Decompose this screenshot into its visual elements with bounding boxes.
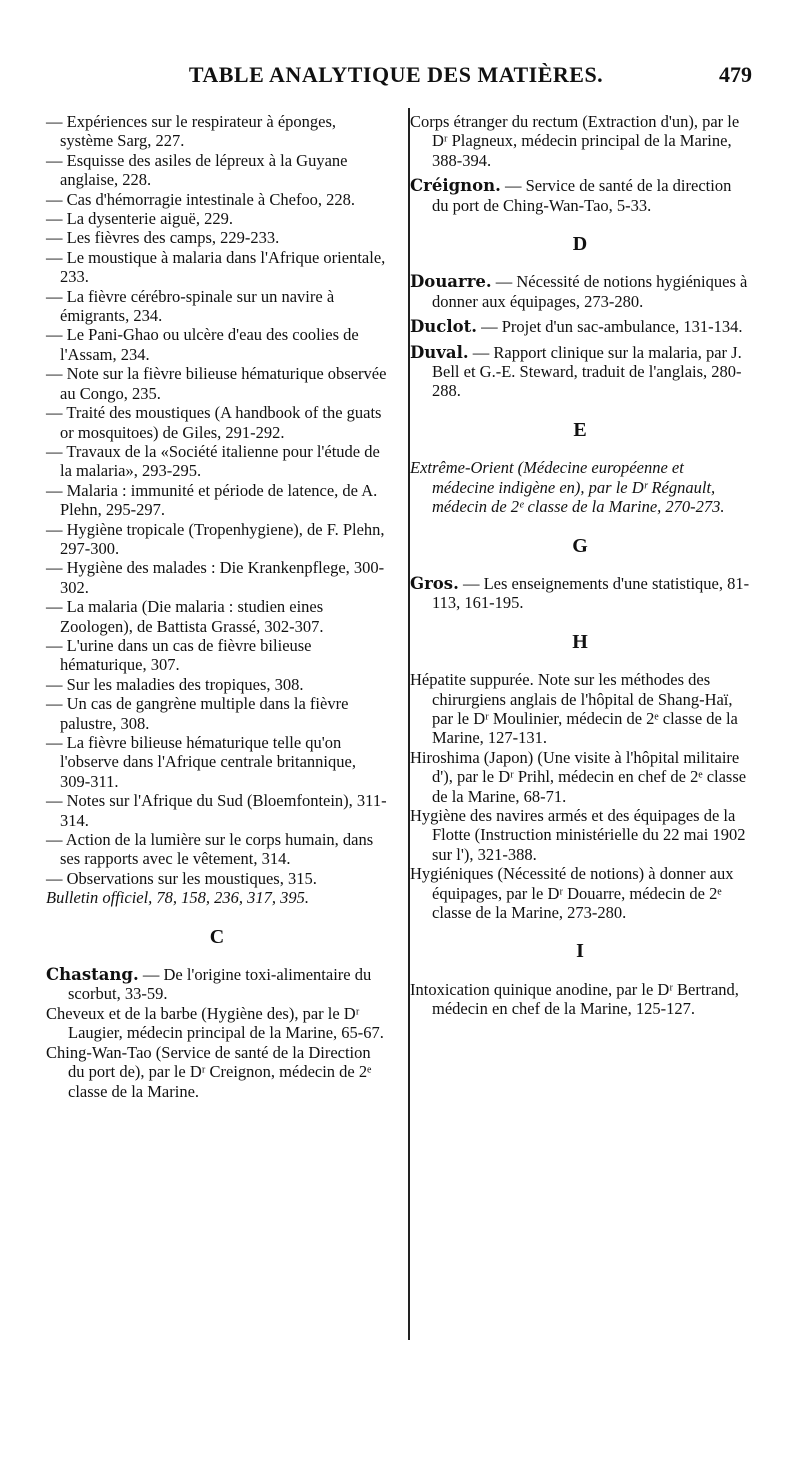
index-entry: — Hygiène tropicale (Tropenhygiene), de F. Plehn, 297-300. (46, 519, 385, 558)
section-letter-c: C (209, 925, 225, 948)
index-entry: — Un cas de gangrène multiple dans la fièvre palustre, 308. (46, 694, 349, 733)
index-entry: — Observations sur les moustiques, 315. (46, 868, 317, 888)
index-entry: — Cas d'hémorragie intestinale à Chefoo, 228. (46, 189, 356, 209)
index-entry: Intoxication quinique anodine, par le Dʳ Bertrand, médecin en chef de la Marine, 125-127. (410, 979, 739, 1019)
index-entry: — Travaux de la «Société italienne pour l'étude de la malaria», 293-295. (46, 441, 380, 481)
left-column (46, 112, 388, 1101)
index-entry: — Note sur la fièvre bilieuse hématurique observée au Congo, 235. (46, 364, 387, 403)
section-letter-d: D (572, 233, 588, 256)
index-entry: — Traité des moustiques (A handbook of the guats or mosquitoes) de Giles, 291-292. (46, 403, 382, 442)
index-entry-text: Bulletin officiel, 78, 158, 236, 317, 395. (46, 888, 310, 908)
index-entry: — Hygiène des malades : Die Krankenpflege, 300-302. (46, 558, 385, 597)
author-name: Créignon. (410, 176, 501, 196)
index-entry: — La dysenterie aiguë, 229. (46, 209, 233, 229)
index-entry (410, 176, 750, 215)
author-name: Duval. (410, 342, 469, 362)
index-entry-text: Extrême-Orient (Médecine européenne et médecine indigène en), par le Dʳ Régnault, médecin de 2ᵉ classe de la Marine, 270-273. (410, 458, 725, 517)
index-entry: — La malaria (Die malaria : studien eines Zoologen), de Battista Grassé, 302-307. (46, 597, 324, 636)
index-entry: — Esquisse des asiles de lépreux à la Guyane anglaise, 228. (46, 150, 348, 190)
index-entry (410, 574, 750, 613)
index-entry: — Notes sur l'Afrique du Sud (Bloemfontein), 311-314. (46, 791, 387, 830)
index-entry: Corps étranger du rectum (Extraction d'un), par le Dʳ Plagneux, médecin principal de la Marine, 388-394. (410, 112, 740, 170)
index-entry: — Expériences sur le respirateur à éponges, système Sarg, 227. (46, 112, 337, 151)
author-name: Gros. (410, 573, 459, 593)
index-entry: Ching-Wan-Tao (Service de santé de la Direction du port de), par le Dʳ Creignon, médecin de 2ᵉ classe de la Marine. (46, 1042, 372, 1101)
index-entry: Hépatite suppurée. Note sur les méthodes des chirurgiens anglais de l'hôpital de Shang-Haï, par le Dʳ Moulinier, médecin de 2ᵉ classe de la Marine, 127-131. (410, 670, 738, 748)
author-name: Douarre. (410, 272, 492, 292)
index-entry: — Sur les maladies des tropiques, 308. (46, 674, 304, 694)
index-entry (410, 317, 750, 336)
index-entry: — L'urine dans un cas de fièvre bilieuse hématurique, 307. (46, 635, 312, 675)
index-entry-text: — De l'origine toxi-alimentaire du scorbut, 33-59. (68, 965, 372, 1004)
index-entry: Hiroshima (Japon) (Une visite à l'hôpital militaire d'), par le Dʳ Prihl, médecin en chef de 2ᵉ classe de la Marine, 68-71. (410, 747, 747, 806)
index-entry: Hygiéniques (Nécessité de notions) à donner aux équipages, par le Dʳ Douarre, médecin de 2ᵉ classe de la Marine, 273-280. (410, 864, 734, 922)
index-entry: — Action de la lumière sur le corps humain, dans ses rapports avec le vêtement, 314. (46, 830, 374, 869)
index-entry: Hygiène des navires armés et des équipages de la Flotte (Instruction ministérielle du 22 mai 1902 sur l'), 321-388. (410, 805, 746, 864)
author-name: Duclot. (410, 317, 477, 337)
index-entry-text: — Rapport clinique sur la malaria, par J. Bell et G.-E. Steward, traduit de l'anglais, 280-288. (432, 342, 742, 401)
index-entry-text: — Les enseignements d'une statistique, 81-113, 161-195. (432, 573, 750, 613)
index-entry-text: — Service de santé de la direction du port de Ching-Wan-Tao, 5-33. (432, 176, 732, 215)
page-number: 479 (719, 62, 752, 87)
right-column (410, 112, 750, 1019)
index-entry: — Le moustique à malaria dans l'Afrique orientale, 233. (46, 247, 386, 287)
index-entry (410, 272, 750, 311)
index-entry: — Malaria : immunité et période de latence, de A. Plehn, 295-297. (46, 480, 378, 520)
section-letter-g: G (572, 534, 588, 557)
page-title: TABLE ANALYTIQUE DES MATIÈRES. (188, 62, 604, 87)
index-entry (46, 888, 388, 907)
index-entry-text: — Nécessité de notions hygiéniques à donner aux équipages, 273-280. (432, 272, 748, 311)
index-entry-text: — Projet d'un sac-ambulance, 131-134. (477, 317, 743, 337)
index-entry: — La fièvre bilieuse hématurique telle qu'on l'observe dans l'Afrique centrale britannique, 309-311. (46, 733, 356, 791)
index-entry (410, 343, 750, 401)
section-letter-i: I (576, 940, 584, 963)
index-entry: — Les fièvres des camps, 229-233. (46, 228, 280, 248)
section-letter-e: E (573, 418, 587, 441)
index-entry (410, 458, 750, 516)
index-entry: — Le Pani-Ghao ou ulcère d'eau des coolies de l'Assam, 234. (46, 325, 359, 364)
index-entry (46, 965, 388, 1004)
index-entry: — La fièvre cérébro-spinale sur un navire à émigrants, 234. (46, 286, 335, 326)
section-letter-h: H (572, 630, 588, 653)
author-name: Chastang. (46, 965, 139, 985)
running-header (40, 62, 752, 94)
index-entry: Cheveux et de la barbe (Hygiène des), par le Dʳ Laugier, médecin principal de la Marine, 65-67. (46, 1003, 384, 1043)
